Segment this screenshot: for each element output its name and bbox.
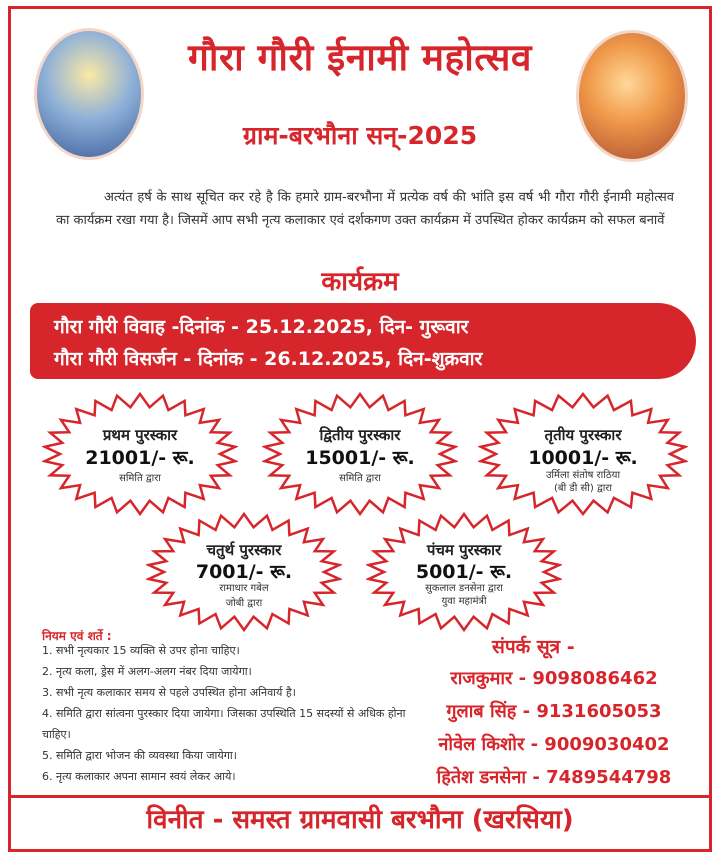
rules-list [42,640,412,787]
poster-title: गौरा गौरी ईनामी महोत्सव [188,36,532,79]
award-amount: 21001/- रू. [85,447,195,469]
award-name: पंचम पुरस्कार [426,541,502,559]
award-sponsor: समिति द्वारा [119,473,161,484]
contact-heading: संपर्क सूत्र - [492,636,575,658]
contact-person: गुलाब सिंह - 9131605053 [446,701,662,722]
award-sponsor: उर्मिला संतोष राठिया [545,470,621,481]
award-second [262,392,458,516]
award-sponsor-line2: (बी डी सी) द्वारा [554,483,612,494]
award-sponsor: समिति द्वारा [339,473,381,484]
award-name: चतुर्थ पुरस्कार [206,541,282,559]
rule-item: 1. सभी नृत्यकार 15 व्यक्ति से उपर होना चाहिए। [42,644,240,657]
award-amount: 15001/- रू. [305,447,415,469]
contact-person: हितेश डनसेना - 7489544798 [436,767,672,788]
award-third [478,392,688,516]
award-fifth [366,512,562,632]
award-amount: 10001/- रू. [528,447,638,469]
footer-divider [8,795,712,798]
contact-person: नोवेल किशोर - 9009030402 [438,734,670,755]
rule-item: 4. समिति द्वारा सांत्वना पुरस्कार दिया जायेगा। जिसका उपस्थिति 15 सदस्यों से अधिक होना चाहिए। [42,707,406,741]
rule-item: 3. सभी नृत्य कलाकार समय से पहले उपस्थित होना अनिवार्य है। [42,686,296,699]
award-name: द्वितीय पुरस्कार [319,426,401,444]
program-line-wedding: गौरा गौरी विवाह -दिनांक - 25.12.2025, दिन- गुरूवार [54,316,469,338]
program-heading: कार्यक्रम [321,267,399,297]
award-sponsor: रामाधार गबेल [219,583,269,594]
award-amount: 5001/- रू. [415,561,513,583]
contact-person: राजकुमार - 9098086462 [450,668,658,689]
award-fourth [146,512,342,632]
program-line-immersion: गौरा गौरी विसर्जन - दिनांक - 26.12.2025, दिन-शुक्रवार [54,348,483,370]
intro-paragraph: अत्यंत हर्ष के साथ सूचित कर रहे है कि हमारे ग्राम-बरभौना में प्रत्येक वर्ष की भांति इस वर्ष भी गौरा गौरी ईनामी महोत्सव का कार्यक्रम रखा गया है। जिसमें आप सभी नृत्य कलाकार एवं दर्शकगण उक्त कार्यक्रम में उपस्थित होकर कार्यक्रम को सफल बनावें [56,190,674,228]
award-sponsor-line2: युवा महामंत्री [441,596,487,607]
rule-item: 6. नृत्य कलाकार अपना सामान स्वयं लेकर आये। [42,770,236,783]
award-sponsor-line2: जोबी द्वारा [225,598,263,609]
award-amount: 7001/- रू. [195,561,293,583]
rule-item: 5. समिति द्वारा भोजन की व्यवस्था किया जायेगा। [42,749,237,762]
award-name: तृतीय पुरस्कार [544,426,622,444]
award-first [42,392,238,516]
shiva-parvati-family-image [34,28,144,160]
rules-heading: नियम एवं शर्ते : [42,629,112,643]
award-sponsor: सुकलाल डनसेना द्वारा [425,583,503,594]
program-banner [30,303,696,379]
footer-text: विनीत - समस्त ग्रामवासी बरभौना (खरसिया) [146,805,574,835]
award-name: प्रथम पुरस्कार [102,426,178,444]
poster-subtitle: ग्राम-बरभौना सन्-2025 [242,121,478,150]
rule-item: 2. नृत्य कला, ड्रेस में अलग-अलग नंबर दिया जायेगा। [42,665,252,678]
shiva-parvati-wedding-image [576,30,688,162]
